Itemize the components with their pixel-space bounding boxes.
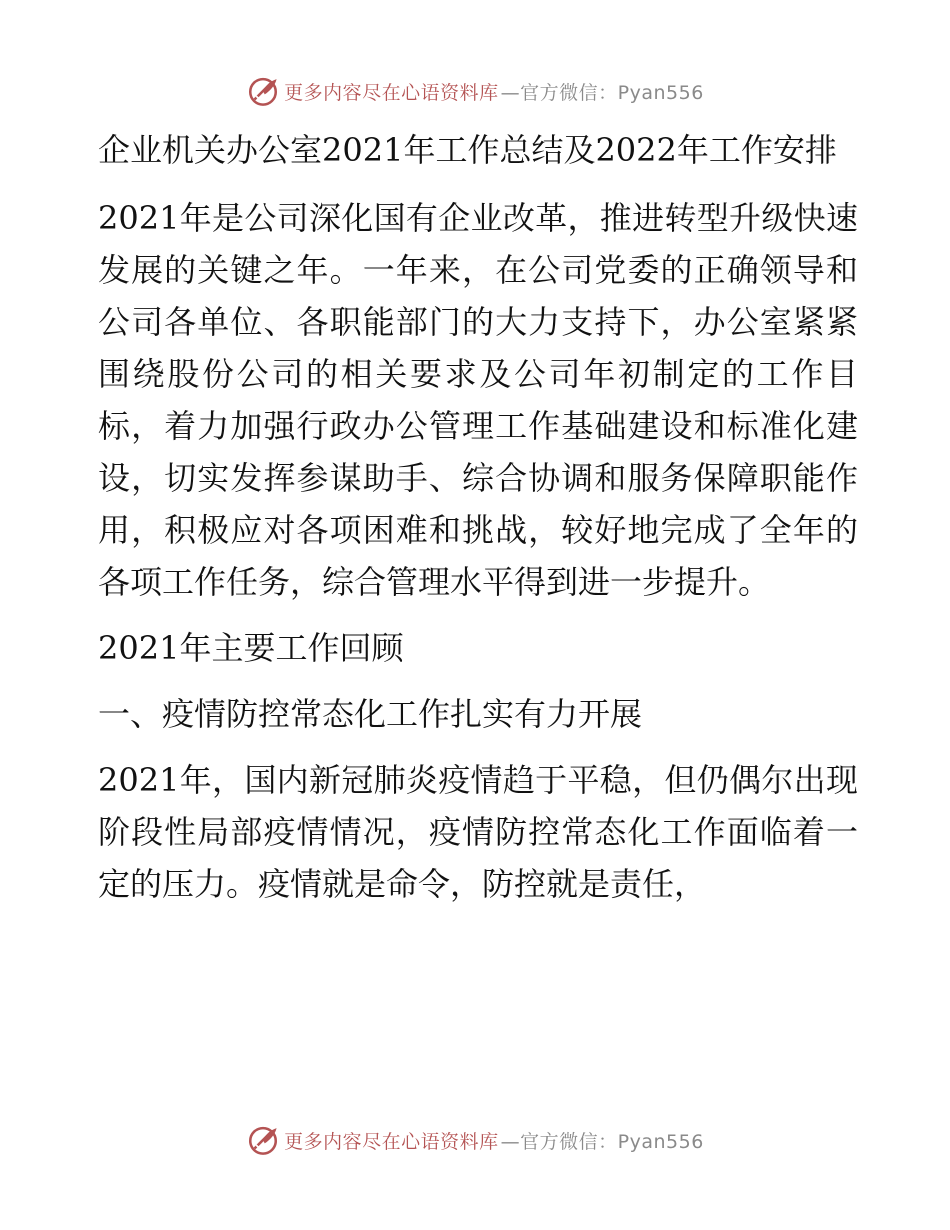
quill-circle-icon [246,1123,280,1157]
footer-banner [0,1120,950,1160]
header-banner-text [284,78,704,105]
footer-banner-wechat: —官方微信：Pyan556 [500,1130,704,1153]
section-heading: 2021年主要工作回顾 [98,629,404,667]
header-banner [0,71,950,111]
paragraph-intro: 2021年是公司深化国有企业改革，推进转型升级快速发展的关键之年。一年来，在公司党委的正确领导和公司各单位、各职能部门的大力支持下，办公室紧紧围绕股份公司的相关要求及公司年初制定的工作目标，着力加强行政办公管理工作基础建设和标准化建设，切实发挥参谋助手、综合协调和服务保障职能作用，积极应对各项困难和挑战，较好地完成了全年的各项工作任务，综合管理水平得到进一步提升。 [98,199,858,601]
subsection-heading: 一、疫情防控常态化工作扎实有力开展 [98,695,643,733]
header-banner-wechat: —官方微信：Pyan556 [500,81,704,104]
footer-banner-main: 更多内容尽在心语资料库 [284,1130,499,1153]
document-title: 企业机关办公室2021年工作总结及2022年工作安排 [98,131,837,169]
document-body [98,124,858,924]
quill-circle-icon [246,74,280,108]
paragraph-epidemic: 2021年，国内新冠肺炎疫情趋于平稳，但仍偶尔出现阶段性局部疫情情况，疫情防控常态化工作面临着一定的压力。疫情就是命令，防控就是责任， [98,761,858,903]
header-banner-main: 更多内容尽在心语资料库 [284,81,499,104]
footer-banner-text [284,1127,704,1154]
